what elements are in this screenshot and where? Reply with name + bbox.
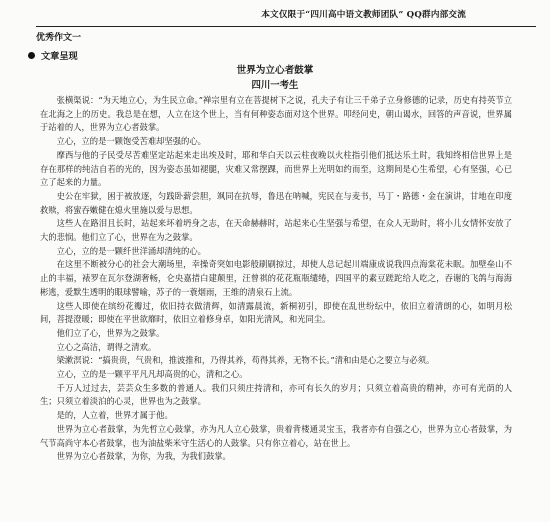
paragraph: 是的，人立着，世界才属于他。	[56, 410, 173, 421]
essay-title: 世界为立心者鼓掌	[236, 65, 314, 76]
paragraph: 世界为立心者鼓掌，为你，为我，为我们鼓掌。	[56, 451, 231, 462]
subsection-heading	[28, 48, 78, 62]
paragraph: 这些人即使在缤纷花瓣过，依旧持衣做清辉，如清露晨流，新桐初引，即使在乱世纷纭中，依旧立着清朗的心，如明月松间，菩提澄暖；即使在平世欲靡时，依旧立着修身卓，如阳光清风，和光同尘。	[40, 300, 512, 325]
subsection-label: 文章呈现	[41, 51, 78, 62]
paragraph: 在这里不断被分心的社会大潮场里，幸操奇突如电影般刷刷掠过，却使人总记起川端康成说我四点海棠花未眠。加壁垒山不止的丰福，裱罗在瓦尔登湖奢畅，仑央嘉措白建颠里，汪曾祺的花花瓶瓶缱绻，四国平的素豆蹉跎给人吃之，吞谢的飞鸽与海海彬逃，爱默生透明的眼球譬喻，苏子的一蓑烟雨，王维的清泉石上流。	[40, 259, 512, 297]
page-header: 本文仅限于“四川高中语文教师团队” QQ群内部交流	[36, 4, 536, 27]
paragraph: 立心，立的是一颗平平凡凡却高贵的心，清和之心。	[56, 369, 248, 380]
paragraph: 立心，立的是一颗饱受苦难却坚强的心。	[56, 136, 206, 147]
paragraph: 立心，立的是一颗纤世洋涌却清纯的心。	[56, 245, 206, 256]
paragraph: 摩西与他的子民受尽苦难坚定站起来走出埃及时，耶和华白天以云柱夜晚以火柱指引他们抵达乐土时，我知终相信世界上是存在那样的纯洁自若的光的，因为姿态虽如褪腿，灾难又常摆踝，而世界上光明如约而至，这期间是心生希望，心有坚强，心已立了起来的力量。	[40, 149, 512, 188]
section-label: 优秀作文一	[36, 33, 82, 43]
paragraph: 史公在牢狱，困于被放逐，匀践卧薪尝胆，飒同在抗辱，鲁迅在呐喊，宪民在与麦书，马丁・路德・金在演讲，甘地在印度救赎，将蜜吞嫩健在熄火里施以爱与思想。	[40, 190, 512, 215]
paragraph: 世界为立心者鼓掌，为先哲立心鼓掌，亦为凡人立心鼓掌，贵着背楼通灵宝玉，我者亦有自强之心，世界为立心者鼓掌，为气节高尚守本心者鼓掌，也为油盐柴米守生活心的人鼓掌。只有你立着心，站在世上。	[40, 423, 512, 448]
paragraph: 梁漱溟说：“搞贵贵，气贵和，推波推和，乃得其养，苟得其养，无物不长。”清和由是心之要立与必须。	[56, 355, 435, 366]
paragraph: 张横渠说：“为天地立心，为生民立命。”禅宗里有立在菩提树下之说，孔夫子有让三千弟子立身修德的记录，历史有持英节立在北海之上的历史。我总是在想，人立在这个世上，当有何种姿态面对这个世界。叩经问史，朝山谒水，回答的声音说，世界属于站着的人，世界为立心者鼓掌。	[40, 95, 512, 133]
essay-author: 四川一考生	[251, 80, 299, 91]
bullet-icon	[28, 52, 35, 59]
paragraph: 千万人过过去，芸芸众生多数的普通人。我们只须庄持清和，亦可有长久的岁月；只须立着高贵的精神，亦可有光荫的人生；只须立着淡泊的心灵，世界也为之鼓掌。	[40, 382, 512, 407]
paragraph: 立心之高洁，谓得之清欢。	[56, 341, 157, 352]
paragraph: 他们立了心，世界为之鼓掌。	[56, 327, 165, 338]
paragraph: 这些人在路泪且长时，站起来坏着坍身之志，在天命赫赫时，站起来心生坚强与希望，在众人无助时，将小儿女情怀安放了大的悲悯。他们立了心，世界在为之鼓掌。	[40, 218, 512, 243]
essay-body	[40, 94, 512, 464]
